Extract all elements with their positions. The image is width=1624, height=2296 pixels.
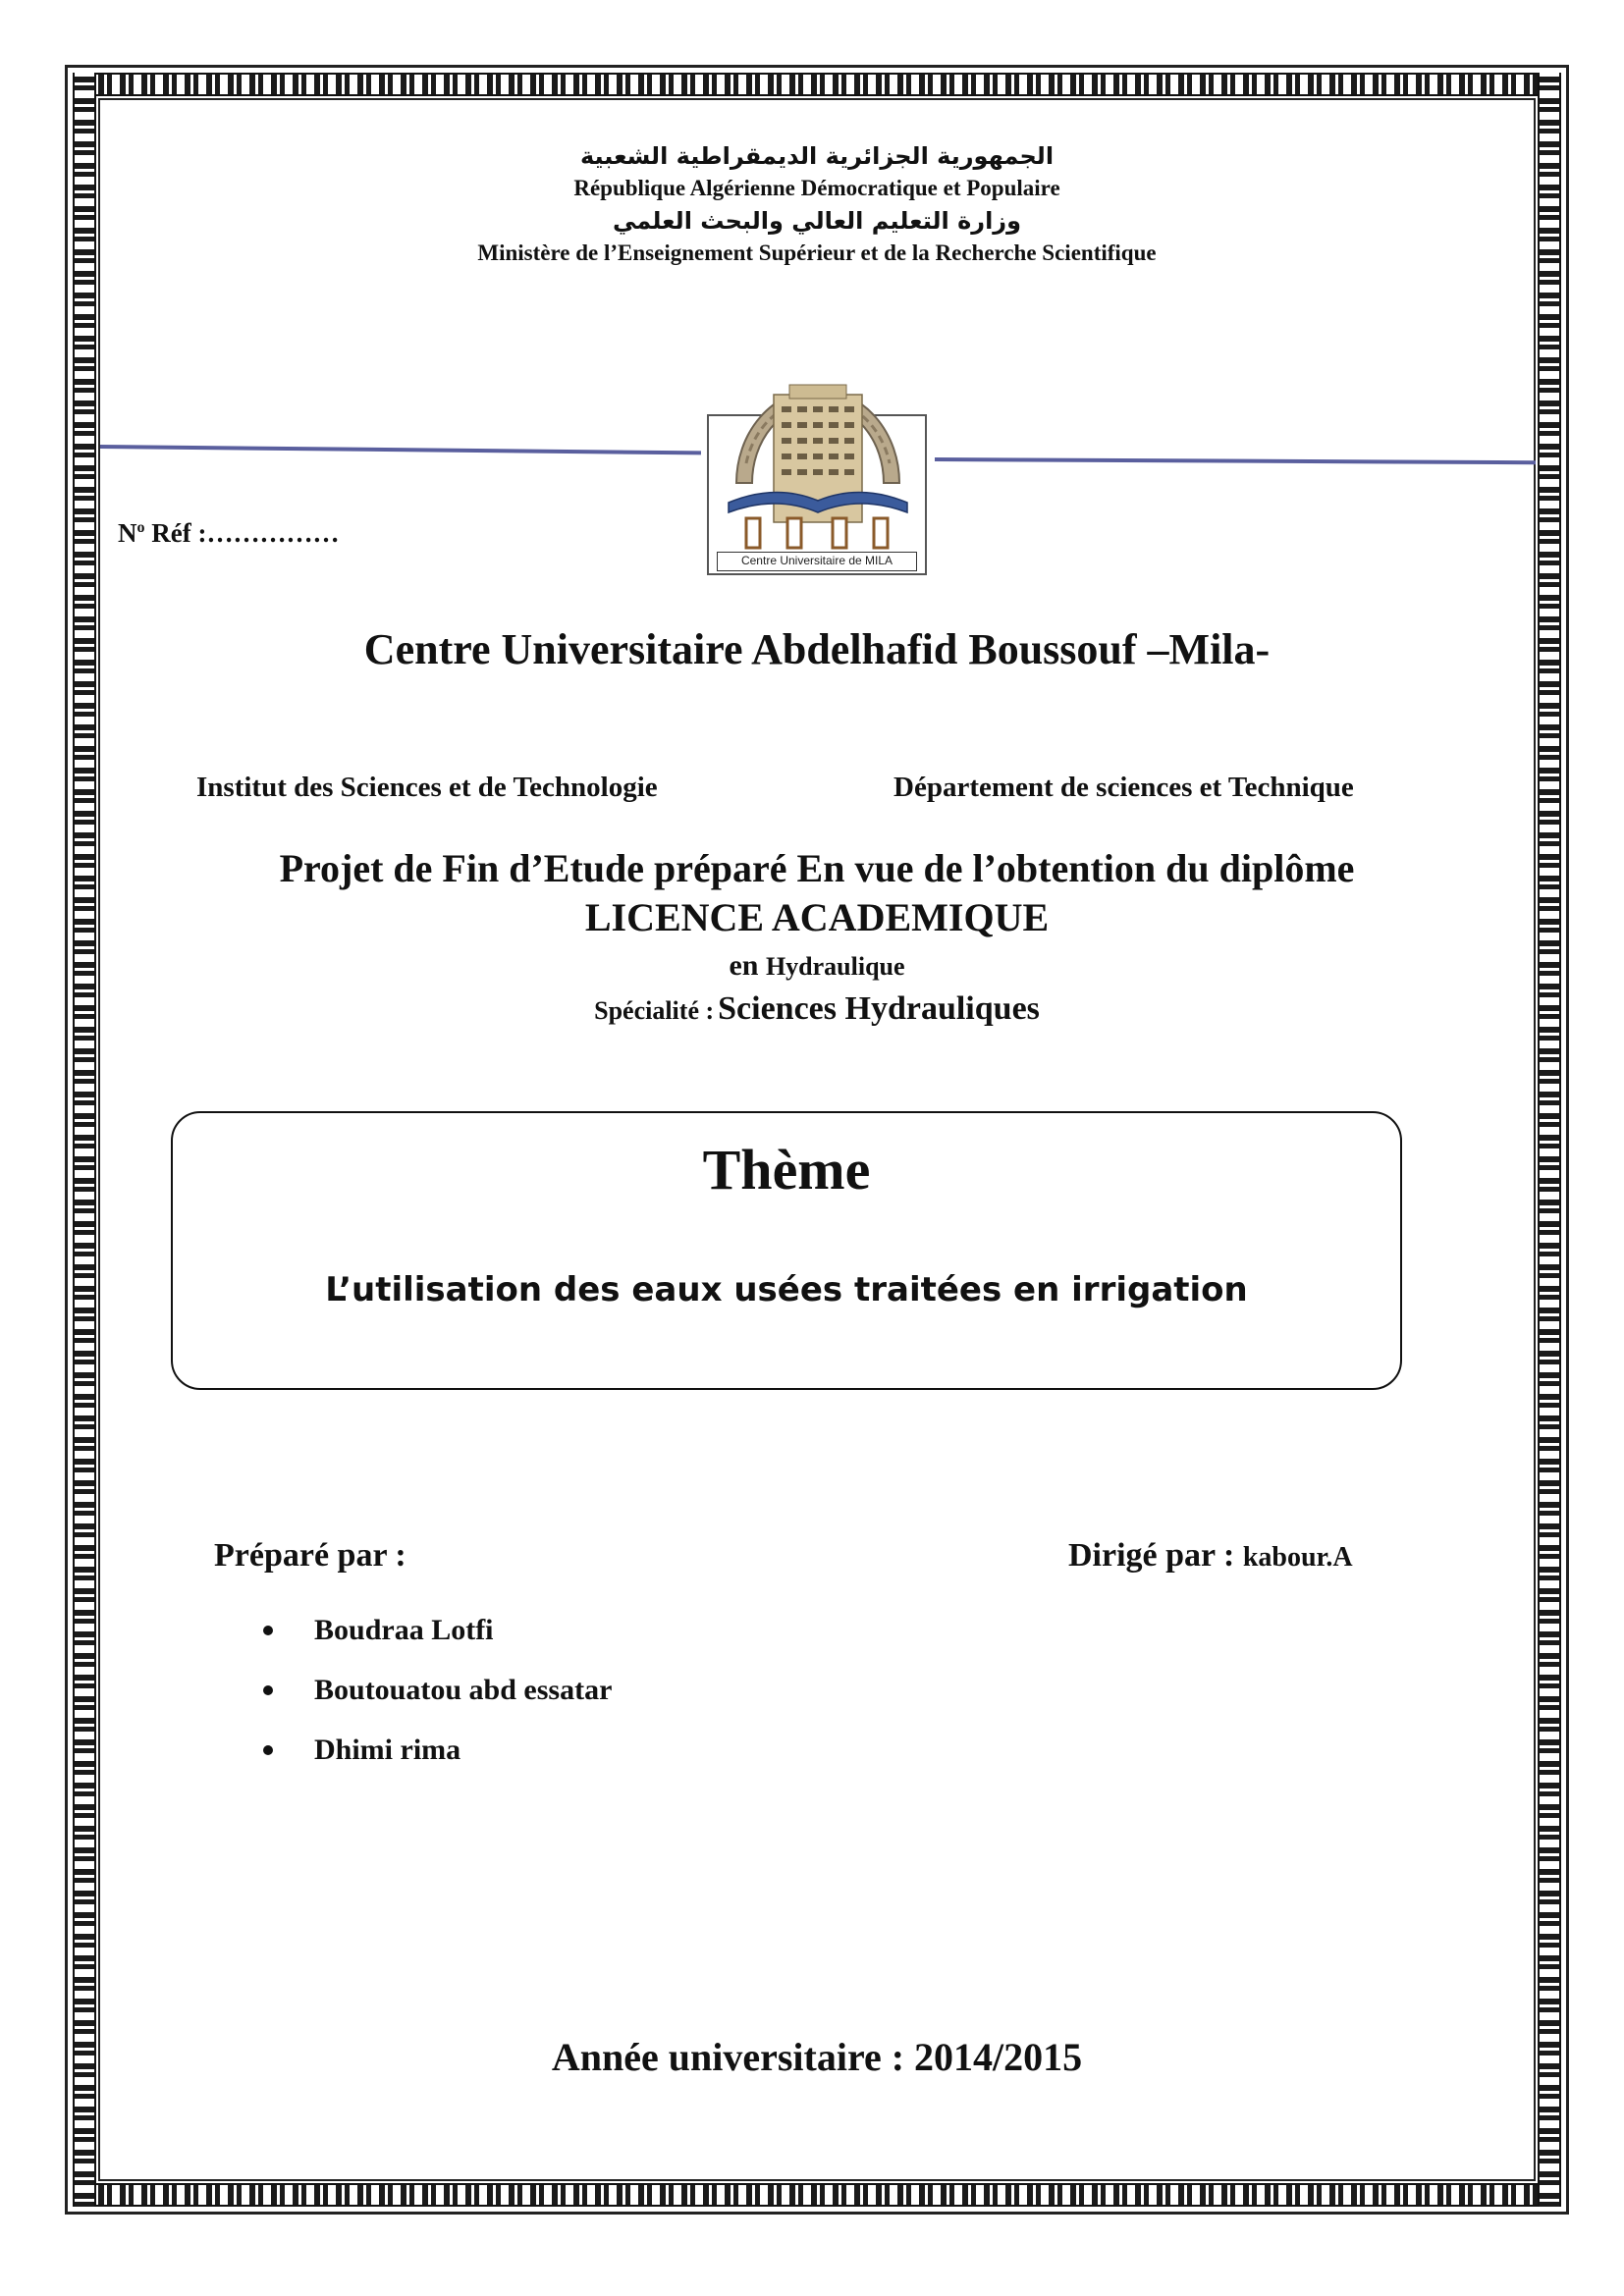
department-name: Département de sciences et Technique — [893, 772, 1354, 803]
page-border-pattern-left — [73, 73, 96, 2207]
academic-year: Année universitaire : 2014/2015 — [551, 2035, 1083, 2079]
arabic-republic-title: الجمهورية الجزائرية الديمقراطية الشعبية — [579, 142, 1055, 170]
institution-name: Centre Universitaire Abdelhafid Boussouf –Mila- — [363, 625, 1271, 673]
list-item — [263, 1614, 612, 1674]
page-border-pattern-top — [73, 73, 1561, 96]
ministry-title: Ministère de l’Enseignement Supérieur et de la Recherche Scientifique — [477, 240, 1157, 265]
header — [98, 139, 1536, 269]
republic-title: République Algérienne Démocratique et Populaire — [573, 176, 1060, 200]
arabic-ministry-title: وزارة التعليم العالي والبحث العلمي — [612, 207, 1022, 235]
project-description: Projet de Fin d’Etude préparé En vue de l’obtention du diplôme — [279, 846, 1355, 890]
list-item — [263, 1674, 612, 1734]
student-name: Dhimi rima — [314, 1734, 461, 1766]
field-en-label: en — [729, 949, 759, 982]
theme-subject: L’utilisation des eaux usées traitées en irrigation — [325, 1270, 1248, 1309]
institute-name: Institut des Sciences et de Technologie — [196, 772, 658, 803]
theme-box — [171, 1111, 1402, 1390]
speciality-line — [98, 990, 1536, 1028]
page-border-pattern-right — [1538, 73, 1561, 2207]
logo-caption: Centre Universitaire de MILA — [717, 552, 917, 571]
university-logo — [707, 346, 929, 577]
directed-by — [1068, 1537, 1353, 1575]
directed-by-label: Dirigé par : — [1068, 1537, 1235, 1574]
student-name: Boutouatou abd essatar — [314, 1674, 613, 1706]
supervisor-name: kabour.A — [1242, 1542, 1353, 1573]
bullet-icon — [263, 1685, 273, 1695]
speciality-label: Spécialité : — [594, 996, 715, 1025]
logo-building-icon — [707, 346, 929, 577]
field-line — [98, 949, 1536, 983]
list-item — [263, 1734, 612, 1793]
field-name: Hydraulique — [765, 952, 905, 981]
student-name: Boudraa Lotfi — [314, 1614, 494, 1646]
prepared-by-label: Préparé par : — [214, 1537, 406, 1574]
bullet-icon — [263, 1745, 273, 1755]
reference-number: $N^o$ Réf :…………… — [118, 518, 340, 548]
speciality-value: Sciences Hydrauliques — [718, 990, 1040, 1027]
page-border-pattern-bottom — [73, 2183, 1561, 2207]
theme-title: Thème — [702, 1138, 871, 1201]
degree-title: LICENCE ACADEMIQUE — [584, 895, 1050, 939]
student-list — [263, 1614, 612, 1793]
bullet-icon — [263, 1626, 273, 1635]
